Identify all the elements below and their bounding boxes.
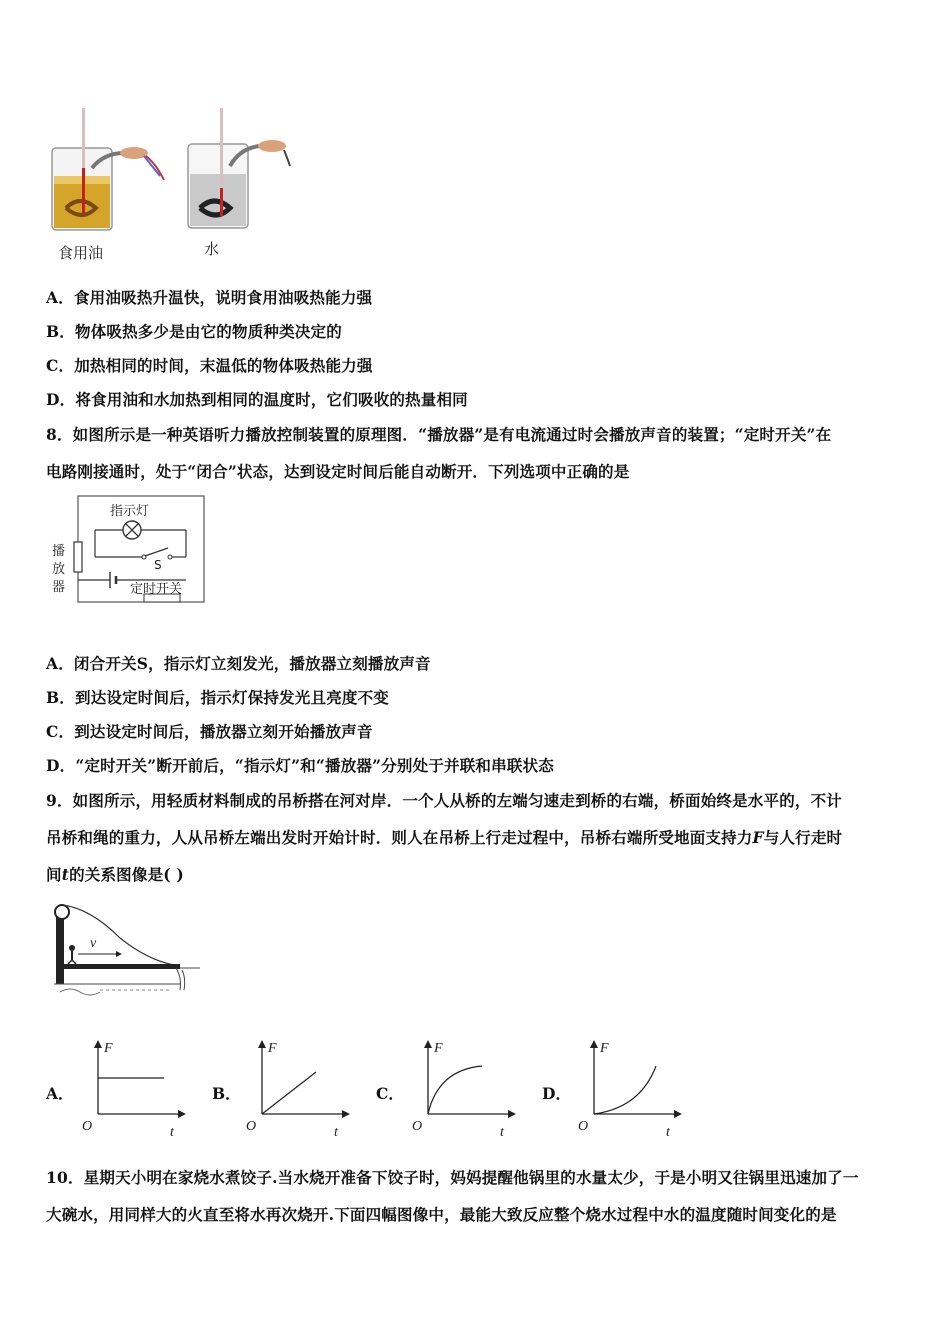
origin-label: O xyxy=(82,1119,93,1134)
y-axis-arrow xyxy=(94,1040,102,1048)
q10-stem-line2: 大碗水，用同样大的火直至将水再次烧开.下面四幅图像中，最能大致反应整个烧水过程中水的温度随时间变化的是 xyxy=(46,1205,837,1224)
timer-label: 定时开关 xyxy=(130,582,183,597)
q9-stem-line2 xyxy=(46,826,842,848)
q8-option-c: C．到达设定时间后，播放器立刻开始播放声音 xyxy=(46,722,373,741)
curve-c xyxy=(428,1066,482,1114)
x-axis-label: t xyxy=(170,1125,174,1140)
water-label: 水 xyxy=(204,240,220,258)
x-axis-arrow xyxy=(508,1110,516,1118)
lamp-label: 指示灯 xyxy=(110,504,150,519)
graph-option-b-label: B． xyxy=(212,1084,241,1103)
velocity-label: v xyxy=(90,936,97,951)
player-label-3: 器 xyxy=(52,580,66,595)
q9-line2-text-a: 吊桥和绳的重力，人从吊桥左端出发时开始计时．则人在吊桥上行走过程中，吊桥右端所受地面支持力 xyxy=(46,828,753,847)
q7-option-d: D．将食用油和水加热到相同的温度时，它们吸收的热量相同 xyxy=(46,390,468,409)
beaker-figure xyxy=(44,108,304,268)
origin-label: O xyxy=(412,1119,423,1134)
q9-line3-text-b: 的关系图像是( ) xyxy=(69,865,184,884)
drawbridge-svg xyxy=(50,898,210,1006)
x-axis-label: t xyxy=(334,1125,338,1140)
q7-option-c: C．加热相同的时间，末温低的物体吸热能力强 xyxy=(46,356,373,375)
curve-d xyxy=(594,1066,656,1114)
graph-option-a xyxy=(78,1036,188,1140)
q9-line2-text-b: 与人行走时 xyxy=(763,828,843,847)
q9-stem-line3 xyxy=(46,863,184,885)
drawbridge-figure xyxy=(50,898,210,1006)
graph-option-b xyxy=(242,1036,352,1140)
y-axis-label: F xyxy=(104,1041,113,1056)
graph-option-d-label: D． xyxy=(542,1084,571,1103)
q7-option-a: A．食用油吸热升温快，说明食用油吸热能力强 xyxy=(46,288,373,307)
y-axis-arrow xyxy=(590,1040,598,1048)
q8-option-d: D．“定时开关”断开前后，“指示灯”和“播放器”分别处于并联和串联状态 xyxy=(46,756,554,775)
origin-label: O xyxy=(578,1119,589,1134)
y-axis-label: F xyxy=(600,1041,609,1056)
q7-option-b: B．物体吸热多少是由它的物质种类决定的 xyxy=(46,322,342,341)
q9-var-F: F xyxy=(752,828,764,847)
oil-label: 食用油 xyxy=(58,244,104,262)
q9-stem-line1: 9．如图所示，用轻质材料制成的吊桥搭在河对岸．一个人从桥的左端匀速走到桥的右端，桥面始终是水平的，不计 xyxy=(46,791,842,810)
q9-var-t: t xyxy=(61,865,70,884)
q8-stem-line1: 8．如图所示是一种英语听力播放控制装置的原理图．“播放器”是有电流通过时会播放声音的装置；“定时开关”在 xyxy=(46,425,832,444)
q8-option-a: A．闭合开关S，指示灯立刻发光，播放器立刻播放声音 xyxy=(46,654,431,673)
x-axis-arrow xyxy=(674,1110,682,1118)
curve-b xyxy=(262,1072,316,1114)
graph-option-c xyxy=(408,1036,518,1140)
origin-label: O xyxy=(246,1119,257,1134)
player-label-1: 播 xyxy=(52,544,66,559)
y-axis-label: F xyxy=(434,1041,443,1056)
y-axis-arrow xyxy=(424,1040,432,1048)
graph-option-c-label: C． xyxy=(376,1084,404,1103)
q10-stem-line1: 10．星期天小明在家烧水煮饺子.当水烧开准备下饺子时，妈妈提醒他锅里的水量太少，于是小明又往锅里迅速加了一 xyxy=(46,1168,859,1187)
x-axis-arrow xyxy=(178,1110,186,1118)
q8-stem-line2: 电路刚接通时，处于“闭合”状态，达到设定时间后能自动断开．下列选项中正确的是 xyxy=(46,462,630,481)
player-label-2: 放 xyxy=(52,562,66,577)
y-axis-label: F xyxy=(268,1041,277,1056)
q9-line3-text-a: 间 xyxy=(46,865,62,884)
graph-option-a-label: A． xyxy=(46,1084,74,1103)
q8-option-b: B．到达设定时间后，指示灯保持发光且亮度不变 xyxy=(46,688,390,707)
x-axis-label: t xyxy=(500,1125,504,1140)
graph-option-d xyxy=(574,1036,684,1140)
x-axis-label: t xyxy=(666,1125,670,1140)
y-axis-arrow xyxy=(258,1040,266,1048)
x-axis-arrow xyxy=(342,1110,350,1118)
circuit-diagram xyxy=(50,492,210,604)
switch-label: S xyxy=(154,558,162,572)
